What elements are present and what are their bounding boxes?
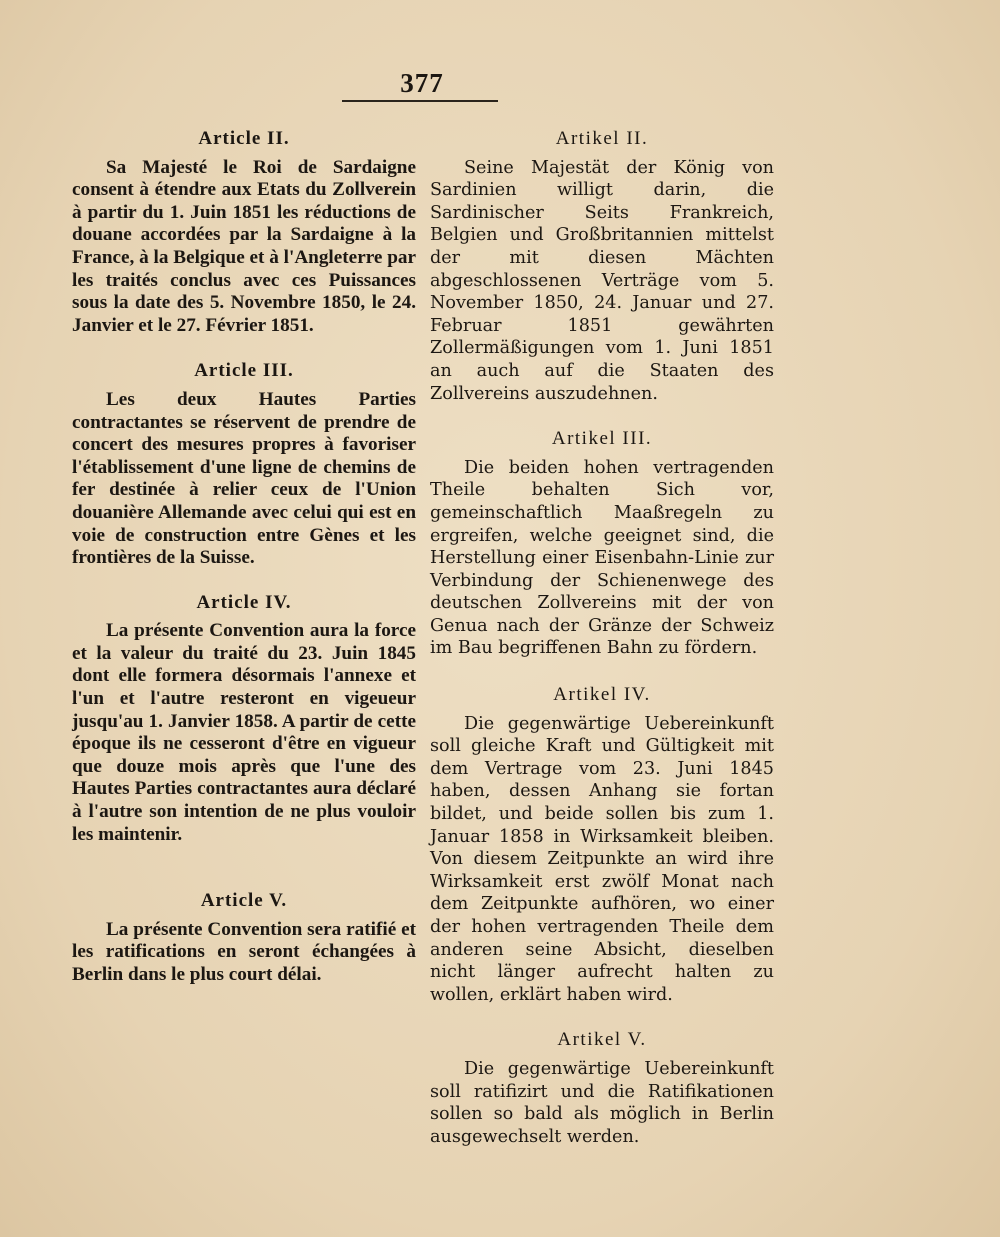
article-text: Die gegenwärtige Uebereinkunft soll gleiche Kraft und Gültigkeit mit dem Vertrage vom 23. Juni 1845 haben, dessen Anhang sie fortan bildet, und beide sollen bis zum 1. Januar 1858 in Wirksamkeit bleiben. Von diesem Zeitpunkte an wird ihre Wirksamkeit erst zwölf Monat nach dem Zeitpunkte aufhören, wo einer der hohen vertragenden Theile dem anderen seine Absicht, dieselben nicht länger aufrecht halten zu wollen, erklärt haben wird.: [430, 713, 774, 1005]
article-heading: Article IV.: [196, 591, 292, 613]
article-heading: Artikel V.: [557, 1029, 647, 1051]
article-heading: Article III.: [194, 360, 294, 382]
article-heading: Artikel II.: [555, 128, 649, 149]
french-column: [72, 128, 416, 987]
header-rule: [342, 100, 498, 102]
article-text: La présente Convention aura la force et la valeur du traité du 23. Juin 1845 dont elle formera désormais l'annexe et l'un et l'autre resteront en vigeueur jusqu'au 1. Janvier 1858. A partir de cette époque ils ne cesseront d'être en vigueur que douze mois après que l'une des Hautes Parties contractantes aura déclaré à l'autre son intention de ne plus vouloir les maintenir.: [72, 620, 416, 845]
article-text: Die gegenwärtige Uebereinkunft soll ratifizirt und die Ratifikationen sollen so bald als möglich in Berlin ausgewechselt werden.: [430, 1058, 774, 1147]
article-heading: Article V.: [200, 890, 288, 912]
page-number: 377: [400, 68, 444, 98]
article-text: La présente Convention sera ratifié et les ratifications en seront échangées à Berlin dans le plus court délai.: [72, 918, 416, 985]
article-text: Die beiden hohen vertragenden Theile behalten Sich vor, gemeinschaftlich Maaßregeln zu ergreifen, welche geeignet sind, die Herstellung einer Eisenbahn-Linie zur Verbindung der Schienenwege des deutschen Zollvereins mit der von Genua nach der Gränze der Schweiz im Bau begriffenen Bahn zu fördern.: [430, 457, 774, 659]
article-heading: Artikel III.: [551, 428, 653, 450]
german-column: [430, 128, 774, 1148]
article-text: Seine Majestät der König von Sardinien willigt darin, die Sardinischer Seits Frankreich, Belgien und Großbritannien mittelst der mit diesen Mächten abgeschlossenen Verträge vom 5. November 1850, 24. Januar und 27. Februar 1851 gewährten Zollermäßigungen vom 1. Juni 1851 an auch auf die Staaten des Zollvereins auszudehnen.: [430, 157, 774, 404]
article-text: Les deux Hautes Parties contractantes se réservent de prendre de concert des mesures propres à favoriser l'établissement d'une ligne de chemins de fer destinée à relier ceux de l'Union douanière Allemande avec celui qui est en voie de construction entre Gènes et les frontières de la Suisse.: [72, 388, 416, 569]
article-heading: Artikel IV.: [553, 684, 651, 706]
article-text: Sa Majesté le Roi de Sardaigne consent à étendre aux Etats du Zollverein à partir du 1. Juin 1851 les réductions de douane accordées par la Sardaigne à la France, à la Belgique et à l'Angleterre par les traités conclus avec ces Puissances sous la date des 5. Novembre 1850, le 24. Janvier et le 27. Février 1851.: [72, 156, 416, 336]
article-heading: Article II.: [198, 128, 290, 149]
